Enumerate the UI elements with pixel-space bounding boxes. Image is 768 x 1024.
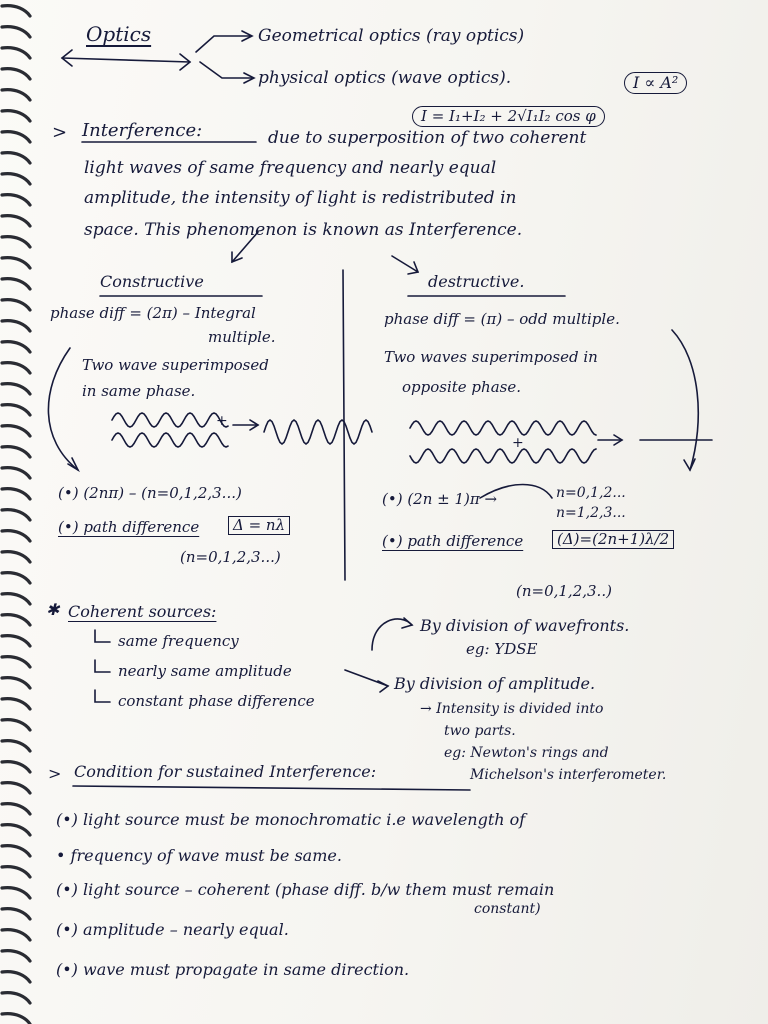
condition-4: (•) amplitude – nearly equal. — [56, 920, 289, 939]
branch-arrow-physical — [200, 62, 252, 78]
constructive-wave-bottom — [112, 433, 228, 447]
destructive-path-formula: (Δ)=(2n+1)λ/2 — [552, 530, 674, 549]
coherent-item-arrow-3 — [95, 690, 110, 702]
condition-5: (•) wave must propagate in same direction. — [56, 960, 410, 979]
constructive-phase-diff-cont: multiple. — [208, 328, 276, 346]
interference-heading: Interference: — [82, 120, 203, 141]
destructive-heading: destructive. — [428, 272, 525, 291]
interference-line-2: light waves of same frequency and nearly equal — [84, 158, 497, 178]
coherent-star: ✱ — [46, 600, 60, 619]
coherent-amplitude-eg-1: eg: Newton's rings and — [444, 745, 609, 761]
constructive-path-formula: Δ = nλ — [228, 516, 290, 535]
coherent-amplitude-note-2: two parts. — [444, 723, 516, 739]
interference-bullet: > — [52, 122, 68, 143]
coherent-amplitude-note-1: → Intensity is divided into — [420, 701, 604, 717]
destructive-path-label: (•) path difference — [382, 532, 524, 550]
conditions-heading: Condition for sustained Interference: — [74, 762, 377, 781]
coherent-heading: Coherent sources: — [68, 602, 217, 621]
destructive-n-values-1: n=0,1,2... — [556, 485, 626, 501]
title-double-arrow — [62, 58, 190, 62]
destructive-superposed-2: opposite phase. — [402, 378, 521, 396]
coherent-amplitude: By division of amplitude. — [394, 674, 596, 693]
constructive-wave-top — [112, 413, 228, 427]
coherent-item-arrow-2 — [95, 660, 110, 672]
coherent-wavefront-eg: eg: YDSE — [466, 640, 538, 658]
coherent-amplitude-eg-2: Michelson's interferometer. — [470, 767, 667, 783]
destructive-phase-diff: phase diff = (π) – odd multiple. — [384, 310, 620, 328]
condition-2: • frequency of wave must be same. — [56, 846, 342, 865]
destructive-superposed-1: Two waves superimposed in — [384, 348, 598, 366]
destructive-path-n: (n=0,1,2,3..) — [516, 582, 612, 600]
constructive-wave-result — [264, 420, 372, 444]
condition-3: (•) light source – coherent (phase diff. b/w them must remain — [56, 880, 555, 899]
coherent-item-1: same frequency — [118, 632, 239, 650]
destructive-wave-bottom — [410, 449, 596, 463]
constructive-path-n: (n=0,1,2,3...) — [180, 548, 281, 566]
destructive-bracket-arrow — [672, 330, 698, 470]
constructive-path-label: (•) path difference — [58, 518, 200, 536]
coherent-item-3: constant phase difference — [118, 692, 315, 710]
constructive-superposed-1: Two wave superimposed — [82, 356, 269, 374]
page-title: Optics — [86, 22, 152, 46]
coherent-item-2: nearly same amplitude — [118, 662, 292, 680]
interference-line-4: space. This phenomenon is known as Interference. — [84, 220, 523, 240]
coherent-item-arrow-1 — [95, 630, 110, 642]
constructive-heading: Constructive — [100, 272, 204, 291]
branch-geometrical: Geometrical optics (ray optics) — [258, 26, 525, 46]
destructive-n-values-2: n=1,2,3... — [556, 505, 626, 521]
conditions-bullet: > — [48, 764, 62, 783]
constructive-bracket-arrow — [48, 348, 78, 470]
constructive-plus: + — [216, 413, 228, 429]
constructive-phase-diff: phase diff = (2π) – Integral — [50, 304, 256, 322]
constructive-superposed-2: in same phase. — [82, 382, 196, 400]
condition-3-cont: constant) — [474, 901, 541, 917]
branch-arrow-geometric — [196, 36, 250, 52]
condition-1: (•) light source must be monochromatic i.e wavelength of — [56, 810, 526, 829]
constructive-phase-formula: (•) (2nπ) – (n=0,1,2,3...) — [58, 484, 242, 502]
destructive-phase-formula: (•) (2n ± 1)π → — [382, 490, 498, 508]
coherent-wavefront: By division of wavefronts. — [420, 616, 630, 635]
coherent-arrow-wavefront — [372, 619, 412, 650]
intensity-formula: I = I₁+I₂ + 2√I₁I₂ cos φ — [412, 106, 605, 127]
destructive-plus: + — [512, 435, 524, 451]
interference-line-1: due to superposition of two coherent — [268, 128, 587, 148]
destructive-wave-top — [410, 421, 596, 435]
branch-physical: physical optics (wave optics). — [258, 68, 512, 88]
interference-line-3: amplitude, the intensity of light is redistributed in — [84, 188, 517, 208]
intensity-relation: I ∝ A² — [624, 72, 687, 94]
